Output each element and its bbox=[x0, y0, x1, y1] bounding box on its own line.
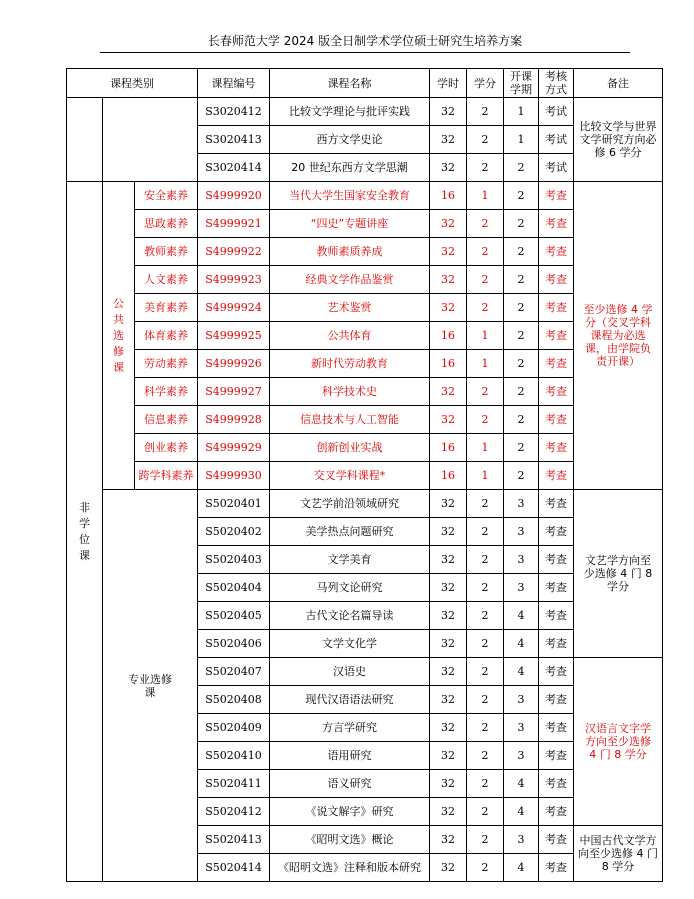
course-semester: 4 bbox=[504, 658, 539, 686]
table-row bbox=[67, 462, 663, 490]
course-credits: 2 bbox=[467, 854, 504, 882]
course-hours: 32 bbox=[430, 854, 467, 882]
course-code: S5020401 bbox=[198, 490, 270, 518]
course-name: 艺术鉴赏 bbox=[270, 294, 430, 322]
header-note: 备注 bbox=[574, 69, 663, 98]
course-semester: 2 bbox=[504, 434, 539, 462]
course-exam: 考试 bbox=[539, 154, 574, 182]
course-credits: 2 bbox=[467, 210, 504, 238]
course-credits: 2 bbox=[467, 490, 504, 518]
course-hours: 32 bbox=[430, 98, 467, 126]
course-name: 西方文学史论 bbox=[270, 126, 430, 154]
course-code: S5020404 bbox=[198, 574, 270, 602]
literacy-type: 体育素养 bbox=[135, 322, 198, 350]
course-exam: 考查 bbox=[539, 462, 574, 490]
course-semester: 4 bbox=[504, 798, 539, 826]
course-code: S4999924 bbox=[198, 294, 270, 322]
course-exam: 考查 bbox=[539, 294, 574, 322]
course-exam: 考查 bbox=[539, 350, 574, 378]
course-semester: 4 bbox=[504, 630, 539, 658]
table-row bbox=[67, 294, 663, 322]
course-semester: 3 bbox=[504, 742, 539, 770]
note-cell: 比较文学与世界文学研究方向必修 6 学分 bbox=[574, 98, 663, 182]
course-hours: 16 bbox=[430, 434, 467, 462]
course-name: 新时代劳动教育 bbox=[270, 350, 430, 378]
table-row bbox=[67, 490, 663, 518]
table-row bbox=[67, 98, 663, 126]
course-code: S4999928 bbox=[198, 406, 270, 434]
course-exam: 考查 bbox=[539, 770, 574, 798]
course-credits: 2 bbox=[467, 546, 504, 574]
course-code: S4999927 bbox=[198, 378, 270, 406]
course-semester: 1 bbox=[504, 98, 539, 126]
literacy-type: 劳动素养 bbox=[135, 350, 198, 378]
course-credits: 2 bbox=[467, 686, 504, 714]
course-credits: 2 bbox=[467, 798, 504, 826]
category-cell-empty bbox=[67, 98, 103, 182]
table-row bbox=[67, 210, 663, 238]
course-exam: 考查 bbox=[539, 602, 574, 630]
note-cell: 汉语言文字学方向至少选修 4 门 8 学分 bbox=[574, 658, 663, 826]
course-semester: 2 bbox=[504, 266, 539, 294]
course-semester: 3 bbox=[504, 714, 539, 742]
course-code: S5020413 bbox=[198, 826, 270, 854]
course-name: “四史”专题讲座 bbox=[270, 210, 430, 238]
course-code: S4999929 bbox=[198, 434, 270, 462]
course-semester: 3 bbox=[504, 686, 539, 714]
course-hours: 32 bbox=[430, 686, 467, 714]
course-name: 文学美育 bbox=[270, 546, 430, 574]
course-semester: 2 bbox=[504, 350, 539, 378]
course-exam: 考查 bbox=[539, 406, 574, 434]
course-name: 《昭明文选》注释和版本研究 bbox=[270, 854, 430, 882]
course-code: S4999930 bbox=[198, 462, 270, 490]
course-code: S4999925 bbox=[198, 322, 270, 350]
course-name: 交叉学科课程* bbox=[270, 462, 430, 490]
course-exam: 考查 bbox=[539, 434, 574, 462]
course-exam: 考查 bbox=[539, 630, 574, 658]
header-credits: 学分 bbox=[467, 69, 504, 98]
literacy-type: 安全素养 bbox=[135, 182, 198, 210]
header-name: 课程名称 bbox=[270, 69, 430, 98]
course-credits: 2 bbox=[467, 518, 504, 546]
course-code: S5020408 bbox=[198, 686, 270, 714]
header-exam: 考核方式 bbox=[539, 69, 574, 98]
course-hours: 32 bbox=[430, 798, 467, 826]
course-credits: 2 bbox=[467, 630, 504, 658]
course-exam: 考试 bbox=[539, 98, 574, 126]
course-name: 美学热点问题研究 bbox=[270, 518, 430, 546]
course-credits: 2 bbox=[467, 126, 504, 154]
course-exam: 考试 bbox=[539, 126, 574, 154]
course-semester: 3 bbox=[504, 490, 539, 518]
course-name: 《说文解字》研究 bbox=[270, 798, 430, 826]
literacy-type: 思政素养 bbox=[135, 210, 198, 238]
course-exam: 考查 bbox=[539, 854, 574, 882]
course-hours: 32 bbox=[430, 294, 467, 322]
course-exam: 考查 bbox=[539, 574, 574, 602]
course-code: S5020406 bbox=[198, 630, 270, 658]
course-name: 方言学研究 bbox=[270, 714, 430, 742]
course-name: 汉语史 bbox=[270, 658, 430, 686]
course-exam: 考查 bbox=[539, 238, 574, 266]
course-hours: 32 bbox=[430, 490, 467, 518]
course-hours: 32 bbox=[430, 630, 467, 658]
table-row bbox=[67, 182, 663, 210]
course-exam: 考查 bbox=[539, 714, 574, 742]
category-nondegree: 非学位课 bbox=[67, 182, 103, 882]
course-code: S5020412 bbox=[198, 798, 270, 826]
course-credits: 1 bbox=[467, 350, 504, 378]
course-semester: 2 bbox=[504, 294, 539, 322]
course-hours: 32 bbox=[430, 574, 467, 602]
course-credits: 2 bbox=[467, 98, 504, 126]
course-hours: 16 bbox=[430, 462, 467, 490]
subcategory-cell-empty bbox=[103, 98, 198, 182]
course-code: S3020412 bbox=[198, 98, 270, 126]
course-hours: 32 bbox=[430, 210, 467, 238]
course-code: S5020410 bbox=[198, 742, 270, 770]
course-name: 语义研究 bbox=[270, 770, 430, 798]
course-name: 古代文论名篇导读 bbox=[270, 602, 430, 630]
course-semester: 2 bbox=[504, 462, 539, 490]
course-name: 教师素质养成 bbox=[270, 238, 430, 266]
course-credits: 1 bbox=[467, 462, 504, 490]
course-semester: 2 bbox=[504, 238, 539, 266]
course-exam: 考查 bbox=[539, 378, 574, 406]
course-exam: 考查 bbox=[539, 798, 574, 826]
course-name: 文学文化学 bbox=[270, 630, 430, 658]
course-hours: 32 bbox=[430, 266, 467, 294]
course-hours: 32 bbox=[430, 658, 467, 686]
note-cell: 中国古代文学方向至少选修 4 门 8 学分 bbox=[574, 826, 663, 882]
course-credits: 2 bbox=[467, 238, 504, 266]
course-credits: 2 bbox=[467, 378, 504, 406]
course-credits: 2 bbox=[467, 602, 504, 630]
course-exam: 考查 bbox=[539, 182, 574, 210]
course-hours: 32 bbox=[430, 154, 467, 182]
course-exam: 考查 bbox=[539, 490, 574, 518]
course-credits: 2 bbox=[467, 406, 504, 434]
literacy-type: 信息素养 bbox=[135, 406, 198, 434]
course-exam: 考查 bbox=[539, 322, 574, 350]
course-hours: 32 bbox=[430, 518, 467, 546]
course-name: 经典文学作品鉴赏 bbox=[270, 266, 430, 294]
course-credits: 2 bbox=[467, 742, 504, 770]
page-title: 长春师范大学 2024 版全日制学术学位硕士研究生培养方案 bbox=[100, 32, 630, 53]
course-exam: 考查 bbox=[539, 686, 574, 714]
course-hours: 32 bbox=[430, 742, 467, 770]
course-credits: 2 bbox=[467, 714, 504, 742]
course-exam: 考查 bbox=[539, 658, 574, 686]
course-hours: 32 bbox=[430, 406, 467, 434]
literacy-type: 跨学科素养 bbox=[135, 462, 198, 490]
note-cell: 至少选修 4 学分（交叉学科课程为必选课，由学院负责开课） bbox=[574, 182, 663, 490]
course-semester: 2 bbox=[504, 182, 539, 210]
course-hours: 32 bbox=[430, 770, 467, 798]
course-name: 马列文论研究 bbox=[270, 574, 430, 602]
course-code: S4999922 bbox=[198, 238, 270, 266]
course-code: S4999923 bbox=[198, 266, 270, 294]
header-hours: 学时 bbox=[430, 69, 467, 98]
course-name: 公共体育 bbox=[270, 322, 430, 350]
literacy-type: 创业素养 bbox=[135, 434, 198, 462]
course-hours: 32 bbox=[430, 546, 467, 574]
header-category: 课程类别 bbox=[67, 69, 198, 98]
course-hours: 32 bbox=[430, 238, 467, 266]
course-exam: 考查 bbox=[539, 546, 574, 574]
course-hours: 16 bbox=[430, 350, 467, 378]
course-name: 现代汉语语法研究 bbox=[270, 686, 430, 714]
course-semester: 2 bbox=[504, 154, 539, 182]
table-row bbox=[67, 238, 663, 266]
course-hours: 32 bbox=[430, 126, 467, 154]
course-exam: 考查 bbox=[539, 742, 574, 770]
category-public-elective: 公共选修课 bbox=[103, 182, 135, 490]
table-row bbox=[67, 266, 663, 294]
literacy-type: 人文素养 bbox=[135, 266, 198, 294]
course-semester: 3 bbox=[504, 546, 539, 574]
course-code: S3020414 bbox=[198, 154, 270, 182]
course-code: S5020407 bbox=[198, 658, 270, 686]
course-credits: 1 bbox=[467, 182, 504, 210]
table-row bbox=[67, 350, 663, 378]
table-row bbox=[67, 434, 663, 462]
curriculum-table bbox=[66, 68, 663, 882]
course-credits: 2 bbox=[467, 266, 504, 294]
course-name: 科学技术史 bbox=[270, 378, 430, 406]
course-code: S4999921 bbox=[198, 210, 270, 238]
course-semester: 4 bbox=[504, 854, 539, 882]
table-row bbox=[67, 322, 663, 350]
note-cell: 文艺学方向至少选修 4 门 8 学分 bbox=[574, 490, 663, 658]
course-credits: 2 bbox=[467, 826, 504, 854]
course-semester: 4 bbox=[504, 770, 539, 798]
course-code: S5020403 bbox=[198, 546, 270, 574]
table-row bbox=[67, 378, 663, 406]
course-semester: 4 bbox=[504, 602, 539, 630]
table-row bbox=[67, 406, 663, 434]
course-semester: 2 bbox=[504, 322, 539, 350]
course-name: 信息技术与人工智能 bbox=[270, 406, 430, 434]
course-semester: 3 bbox=[504, 826, 539, 854]
course-code: S4999926 bbox=[198, 350, 270, 378]
course-code: S5020409 bbox=[198, 714, 270, 742]
course-name: 当代大学生国家安全教育 bbox=[270, 182, 430, 210]
course-name: 20 世纪东西方文学思潮 bbox=[270, 154, 430, 182]
course-code: S5020411 bbox=[198, 770, 270, 798]
course-credits: 2 bbox=[467, 154, 504, 182]
header-row bbox=[67, 69, 663, 98]
course-exam: 考查 bbox=[539, 210, 574, 238]
course-code: S5020405 bbox=[198, 602, 270, 630]
course-hours: 16 bbox=[430, 322, 467, 350]
course-hours: 32 bbox=[430, 378, 467, 406]
course-code: S5020402 bbox=[198, 518, 270, 546]
course-credits: 1 bbox=[467, 322, 504, 350]
course-hours: 32 bbox=[430, 602, 467, 630]
course-semester: 2 bbox=[504, 378, 539, 406]
course-name: 创新创业实战 bbox=[270, 434, 430, 462]
header-code: 课程编号 bbox=[198, 69, 270, 98]
course-name: 比较文学理论与批评实践 bbox=[270, 98, 430, 126]
literacy-type: 教师素养 bbox=[135, 238, 198, 266]
course-credits: 2 bbox=[467, 658, 504, 686]
course-credits: 2 bbox=[467, 770, 504, 798]
course-exam: 考查 bbox=[539, 826, 574, 854]
course-semester: 3 bbox=[504, 574, 539, 602]
course-credits: 1 bbox=[467, 434, 504, 462]
literacy-type: 美育素养 bbox=[135, 294, 198, 322]
course-semester: 3 bbox=[504, 518, 539, 546]
course-code: S5020414 bbox=[198, 854, 270, 882]
course-semester: 2 bbox=[504, 210, 539, 238]
literacy-type: 科学素养 bbox=[135, 378, 198, 406]
course-name: 语用研究 bbox=[270, 742, 430, 770]
category-major-elective: 专业选修课 bbox=[103, 490, 198, 882]
course-credits: 2 bbox=[467, 574, 504, 602]
course-name: 文艺学前沿领域研究 bbox=[270, 490, 430, 518]
course-exam: 考查 bbox=[539, 518, 574, 546]
course-hours: 32 bbox=[430, 826, 467, 854]
course-semester: 1 bbox=[504, 126, 539, 154]
course-credits: 2 bbox=[467, 294, 504, 322]
header-semester: 开课学期 bbox=[504, 69, 539, 98]
course-exam: 考查 bbox=[539, 266, 574, 294]
course-semester: 2 bbox=[504, 406, 539, 434]
course-code: S4999920 bbox=[198, 182, 270, 210]
course-name: 《昭明文选》概论 bbox=[270, 826, 430, 854]
course-hours: 32 bbox=[430, 714, 467, 742]
course-code: S3020413 bbox=[198, 126, 270, 154]
course-hours: 16 bbox=[430, 182, 467, 210]
